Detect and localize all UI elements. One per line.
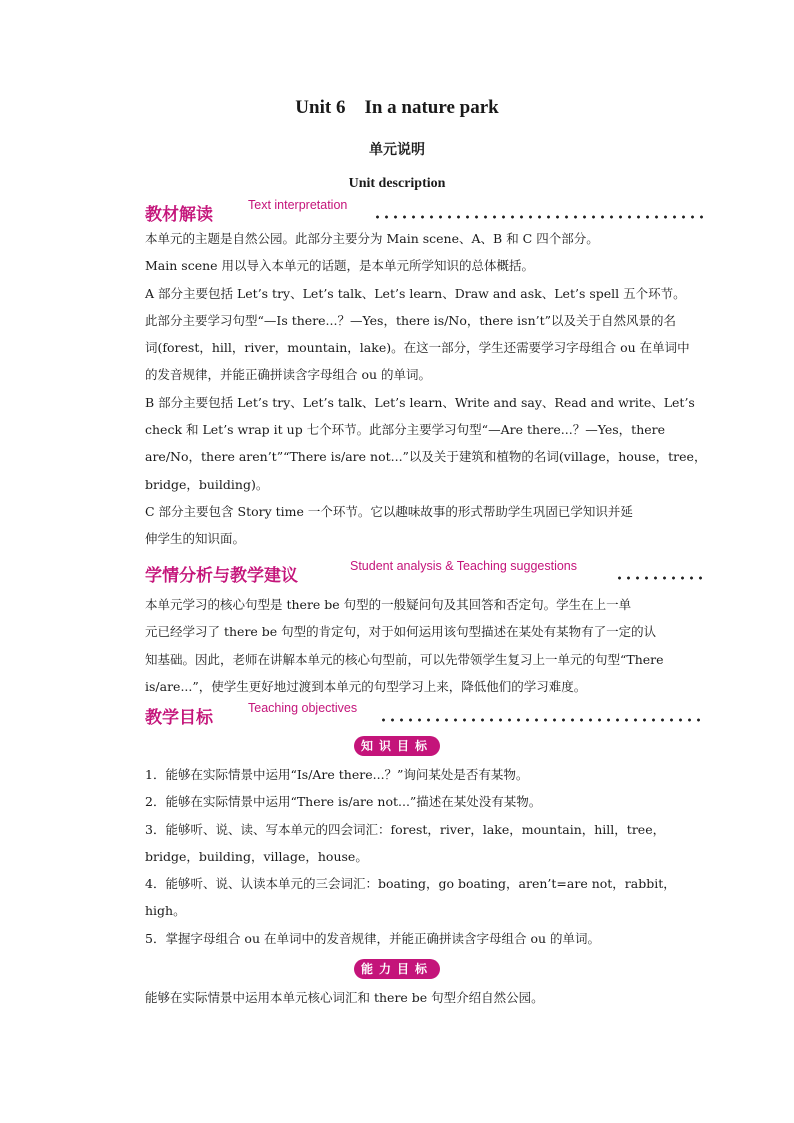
dotted-divider — [373, 215, 705, 219]
ability-objectives-badge-row — [0, 958, 794, 979]
page-subtitle-cn: 单元说明 — [369, 142, 425, 158]
text-line: 3．能够听、说、读、写本单元的四会词汇：forest，river，lake，mountain，hill，tree， — [145, 821, 666, 837]
text-line: 4．能够听、说、认读本单元的三会词汇：boating，go boating，aren’t=are not，rabbit， — [145, 876, 676, 892]
dotted-divider — [379, 718, 705, 722]
text-line: 本单元的主题是自然公园。此部分主要分为 Main scene、A、B 和 C 四个部分。 — [145, 231, 599, 246]
text-line: check 和 Let’s wrap it up 七个环节。此部分主要学习句型“—Are there...？—Yes，there — [145, 422, 666, 438]
text-line: 此部分主要学习句型“—Is there...？—Yes，there is/No，there isn’t”以及关于自然风景的名 — [145, 312, 677, 328]
text-line: bridge，building，village，house。 — [145, 848, 368, 864]
section-title-en: Teaching objectives — [248, 701, 358, 715]
text-line: 词(forest，hill，river，mountain，lake)。在这一部分，学生还需要学习字母组合 ou 在单词中 — [145, 340, 690, 356]
text-line: 本单元学习的核心句型是 there be 句型的一般疑问句及其回答和否定句。学生在上一单 — [145, 597, 632, 612]
page-subtitle-en: Unit description — [348, 176, 446, 191]
text-line: 知基础。因此，老师在讲解本单元的核心句型前，可以先带领学生复习上一单元的句型“There — [145, 651, 664, 667]
text-line: 伸学生的知识面。 — [145, 531, 246, 547]
text-line: bridge，building)。 — [145, 476, 269, 492]
text-line: 2．能够在实际情景中运用“There is/are not...”描述在某处没有某物。 — [145, 794, 542, 810]
section-body-text-interpretation — [145, 225, 707, 553]
knowledge-objectives-badge: 知识目标 — [354, 736, 440, 756]
text-line: C 部分主要包含 Story time 一个环节。它以趣味故事的形式帮助学生巩固已学知识并延 — [145, 503, 633, 519]
text-line: is/are...”，使学生更好地过渡到本单元的句型学习上来，降低他们的学习难度。 — [145, 678, 587, 694]
text-line: 能够在实际情景中运用本单元核心词汇和 there be 句型介绍自然公园。 — [145, 990, 544, 1005]
text-line: high。 — [145, 903, 186, 919]
ability-objectives-badge: 能力目标 — [354, 959, 440, 979]
section-title-cn: 教材解读 — [145, 205, 213, 225]
text-line: 元已经学习了 there be 句型的肯定句，对于如何运用该句型描述在某处有某物有了一定的认 — [145, 624, 657, 640]
text-line: 5．掌握字母组合 ou 在单词中的发音规律，并能正确拼读含字母组合 ou 的单词。 — [145, 930, 601, 946]
section-title-en: Text interpretation — [248, 198, 348, 212]
text-line: are/No，there aren’t”“There is/are not...”以及关于建筑和植物的名词(village，house，tree， — [145, 449, 707, 465]
knowledge-objectives-badge-row — [0, 735, 794, 756]
section-heading-student-analysis — [145, 561, 705, 585]
ability-objectives-list — [145, 984, 678, 1011]
section-title-cn: 学情分析与教学建议 — [145, 566, 298, 586]
section-heading-text-interpretation — [145, 200, 705, 224]
knowledge-objectives-list — [145, 761, 678, 952]
text-line: 1．能够在实际情景中运用“Is/Are there...？”询问某处是否有某物。 — [145, 767, 529, 782]
section-title-en: Student analysis & Teaching suggestions — [350, 559, 578, 573]
text-line: A 部分主要包括 Let’s try、Let’s talk、Let’s learn、Draw and ask、Let’s spell 五个环节。 — [145, 285, 686, 301]
section-title-cn: 教学目标 — [145, 708, 213, 728]
page-title: Unit 6 In a nature park — [295, 97, 499, 118]
section-heading-teaching-objectives — [145, 703, 705, 727]
text-line: 的发音规律，并能正确拼读含字母组合 ou 的单词。 — [145, 367, 432, 383]
section-body-student-analysis — [145, 591, 678, 700]
dotted-divider — [615, 576, 705, 580]
text-line: B 部分主要包括 Let’s try、Let’s talk、Let’s learn、Write and say、Read and write、Let’s — [145, 394, 695, 410]
text-line: Main scene 用以导入本单元的话题，是本单元所学知识的总体概括。 — [145, 258, 535, 274]
